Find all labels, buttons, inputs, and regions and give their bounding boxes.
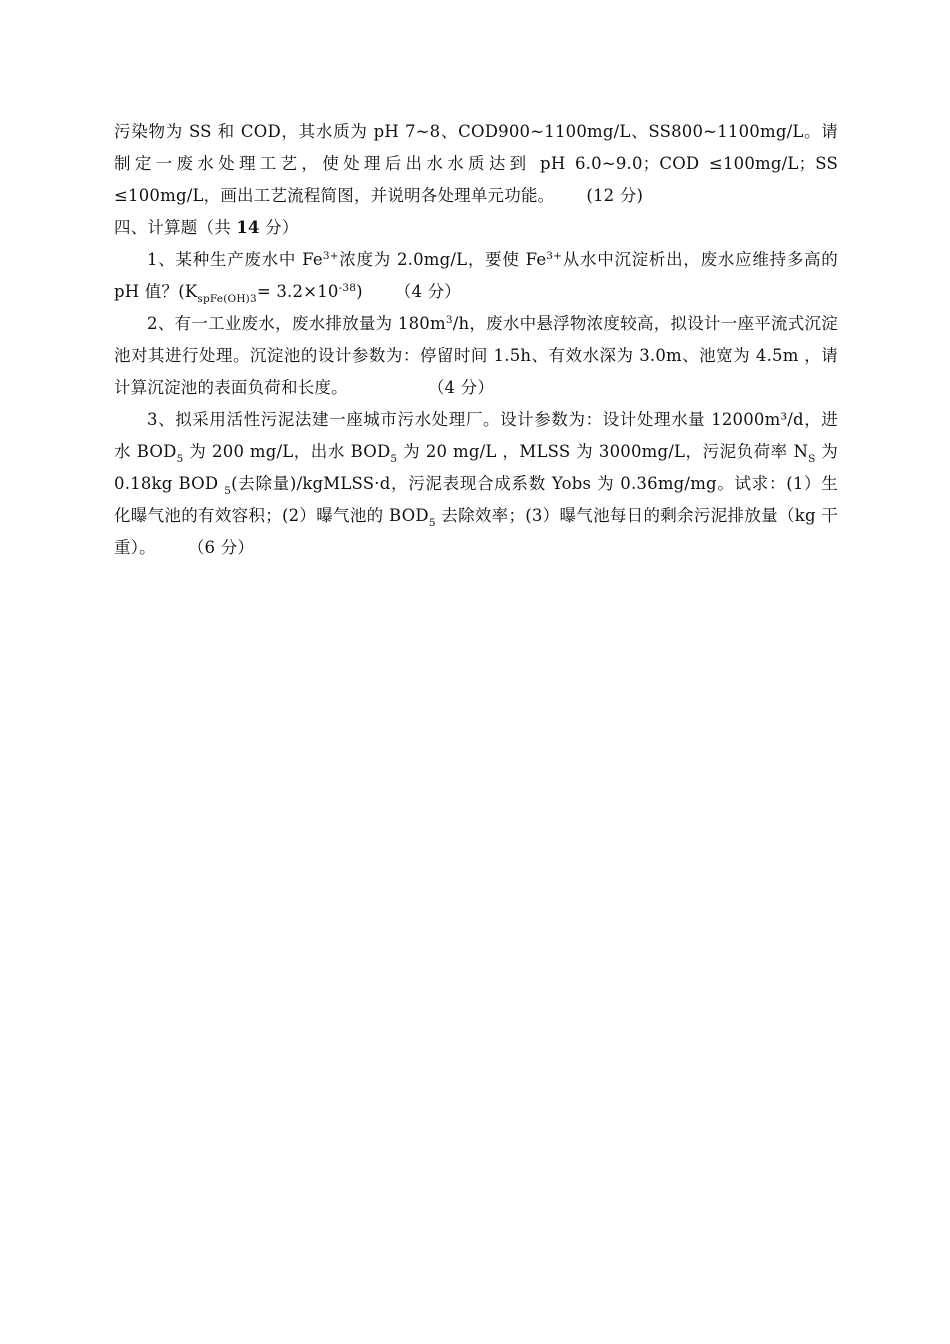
question-2-score: （4 分） — [427, 378, 495, 397]
section-4-points: 14 — [236, 218, 260, 237]
problem-3-continuation — [114, 116, 838, 212]
question-3: 3、拟采用活性污泥法建一座城市污水处理厂。设计参数为：设计处理水量 12000m³/d，进水 $BOD_5$ 为 200 mg/L，出水 $BOD_5$ 为 20 mg/L ，MLSS 为 3000mg/L，污泥负荷率 $N_S$ 为 0.18kg BOD $_5$(去除量)/kgMLSS·d，污泥表现合成系数 Yobs 为 0.36mg/mg。试求：(1）生化曝气池的有效容积；(2）曝气池的 $BOD_5$ 去除效率；(3）曝气池每日的剩余污泥排放量（kg 干重）。 （6 分） — [114, 410, 838, 557]
question-2: 2、有一工业废水，废水排放量为 $180m^3/h$，废水中悬浮物浓度较高，拟设计一座平流式沉淀池对其进行处理。沉淀池的设计参数为：停留时间 1.5h、有效水深为 3.0m、池宽为 4.5m ，请计算沉淀池的表面负荷和长度。 （4 分） — [114, 314, 838, 397]
question-1-score: （4 分） — [394, 282, 461, 301]
section-4-heading: 四、计算题（共 14 分） — [114, 218, 299, 237]
exam-content — [114, 116, 838, 564]
question-3-score: （6 分） — [187, 538, 255, 557]
problem-3-text: 污染物为 SS 和 COD，其水质为 pH 7~8、COD900~1100mg/L、SS800~1100mg/L。请制定一废水处理工艺，使处理后出水水质达到 pH 6.0~9.0；COD ≤100mg/L；SS ≤100mg/L，画出工艺流程简图，并说明各处理单元功能。 — [114, 122, 838, 205]
problem-3-score: (12 分) — [586, 186, 644, 205]
question-1: 1、某种生产废水中 $Fe^{3+}$浓度为 2.0mg/L，要使 $Fe^{3+}$从水中沉淀析出，废水应维持多高的 pH 值？$(K_{spFe(OH)3}= 3.2\times 10^{-38})$ （4 分） — [114, 250, 838, 305]
